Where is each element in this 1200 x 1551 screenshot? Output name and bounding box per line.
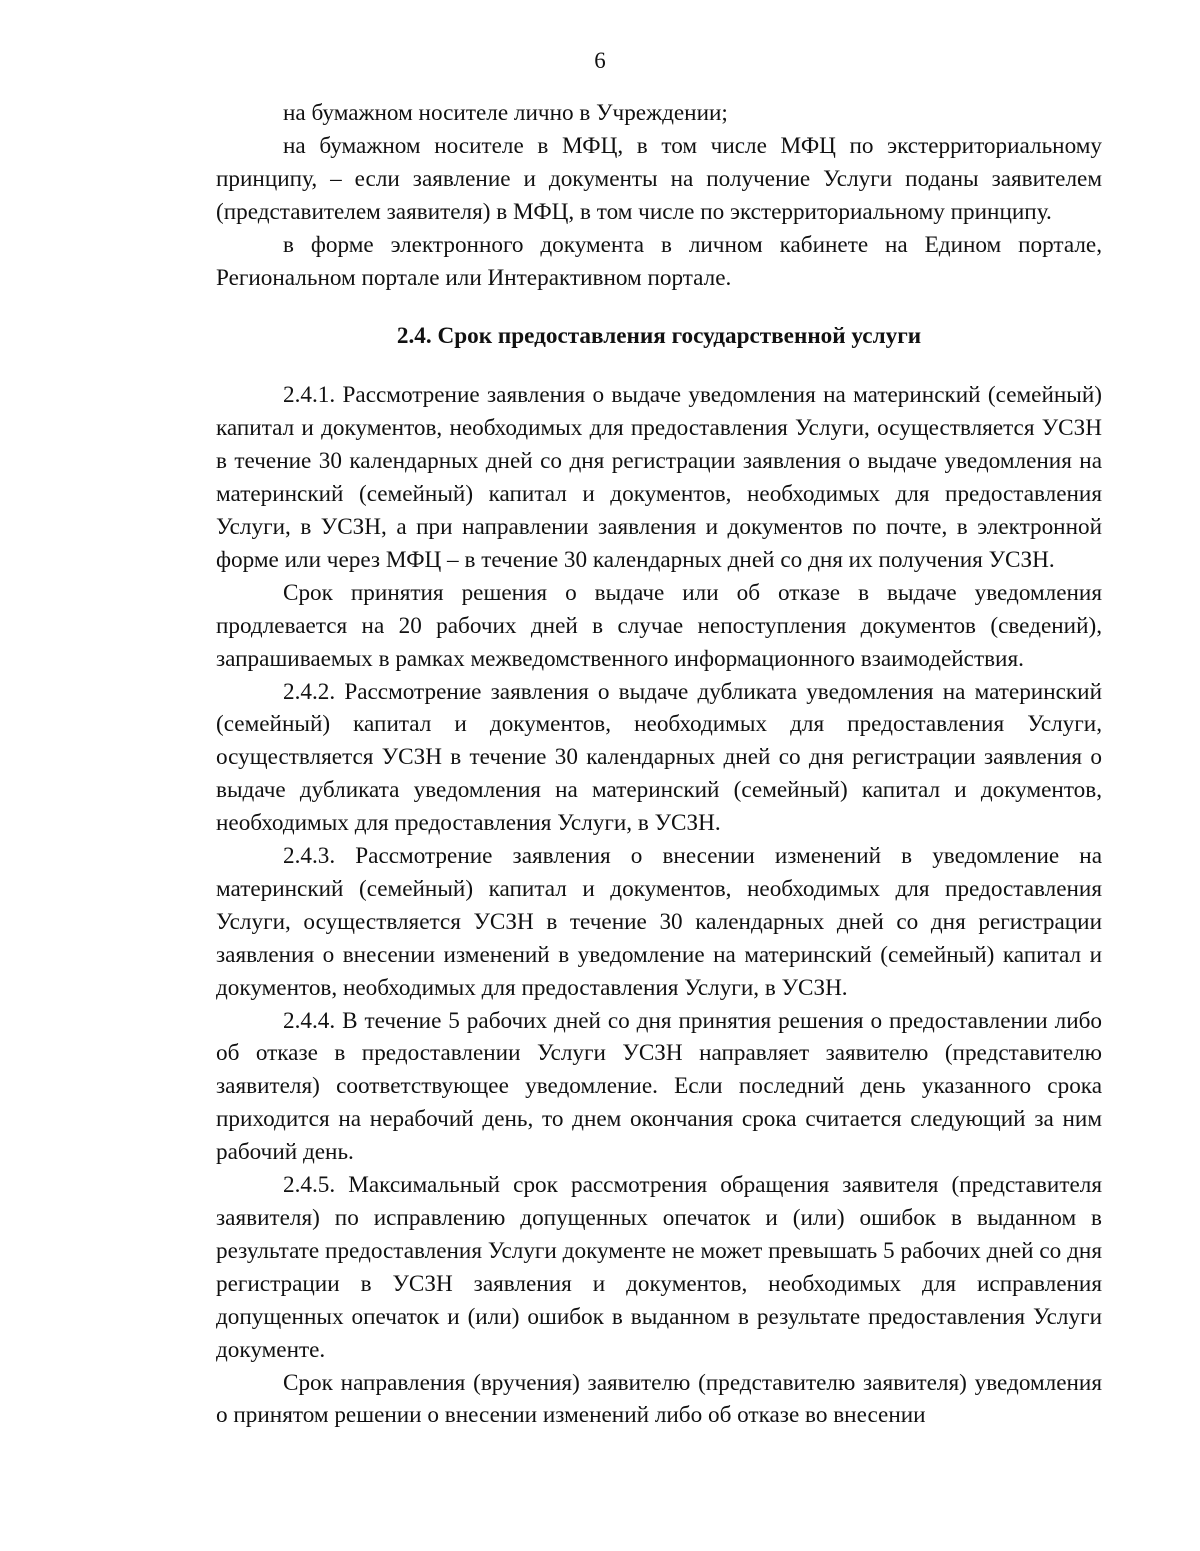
paragraph-2-4-1: 2.4.1. Рассмотрение заявления о выдаче уведомления на материнский (семейный) капитал и документов, необходимых для предоставления Услуги, осуществляется УСЗН в течение 30 календарных дней со дня регистрации заявления о выдаче уведомления на материнский (семейный) капитал и документов, необходимых для предоставления Услуги, в УСЗН, а при направлении заявления и документов по почте, в электронной форме или через МФЦ – в течение 30 календарных дней со дня их получения УСЗН.	[216, 382, 1102, 573]
paragraph-decision-extension: Срок принятия решения о выдаче или об отказе в выдаче уведомления продлевается на 20 рабочих дней в случае непоступления документов (сведений), запрашиваемых в рамках межведомственного информационного взаимодействия.	[216, 579, 1102, 672]
section-heading: 2.4. Срок предоставления государственной услуги	[396, 323, 922, 350]
paragraph-2-4-4: 2.4.4. В течение 5 рабочих дней со дня принятия решения о предоставлении либо об отказе в предоставлении Услуги УСЗН направляет заявителю (представителю заявителя) соответствующее уведомление. Если последний день указанного срока приходится на нерабочий день, то днем окончания срока считается следующий за ним рабочий день.	[216, 1007, 1102, 1166]
paragraph-2-4-5: 2.4.5. Максимальный срок рассмотрения обращения заявителя (представителя заявителя) по исправлению допущенных опечаток и (или) ошибок в выданном в результате предоставления Услуги документе не может превышать 5 рабочих дней со дня регистрации в УСЗН заявления и документов, необходимых для исправления допущенных опечаток и (или) ошибок в выданном в результате предоставления Услуги документе.	[216, 1172, 1102, 1363]
page-number: 6	[594, 48, 606, 73]
paragraph-2-4-3: 2.4.3. Рассмотрение заявления о внесении изменений в уведомление на материнский (семейный) капитал и документов, необходимых для предоставления Услуги, осуществляется УСЗН в течение 30 календарных дней со дня регистрации заявления о внесении изменений в уведомление на материнский (семейный) капитал и документов, необходимых для предоставления Услуги, в УСЗН.	[216, 843, 1102, 1001]
paragraph-intro-3: в форме электронного документа в личном кабинете на Едином портале, Региональном портале или Интерактивном портале.	[216, 231, 1102, 291]
paragraph-notification-term: Срок направления (вручения) заявителю (представителю заявителя) уведомления о принятом решении о внесении изменений либо об отказе во внесении	[216, 1369, 1102, 1429]
document-body	[216, 97, 1102, 1432]
paragraph-2-4-2: 2.4.2. Рассмотрение заявления о выдаче дубликата уведомления на материнский (семейный) капитал и документов, необходимых для предоставления Услуги, осуществляется УСЗН в течение 30 календарных дней со дня регистрации заявления о выдаче дубликата уведомления на материнский (семейный) капитал и документов, необходимых для предоставления Услуги, в УСЗН.	[216, 678, 1102, 837]
paragraph-intro-1: на бумажном носителе лично в Учреждении;	[283, 100, 728, 126]
paragraph-intro-2: на бумажном носителе в МФЦ, в том числе МФЦ по экстерриториальному принципу, – если заявление и документы на получение Услуги поданы заявителем (представителем заявителя) в МФЦ, в том числе по экстерриториальному принципу.	[216, 132, 1102, 225]
